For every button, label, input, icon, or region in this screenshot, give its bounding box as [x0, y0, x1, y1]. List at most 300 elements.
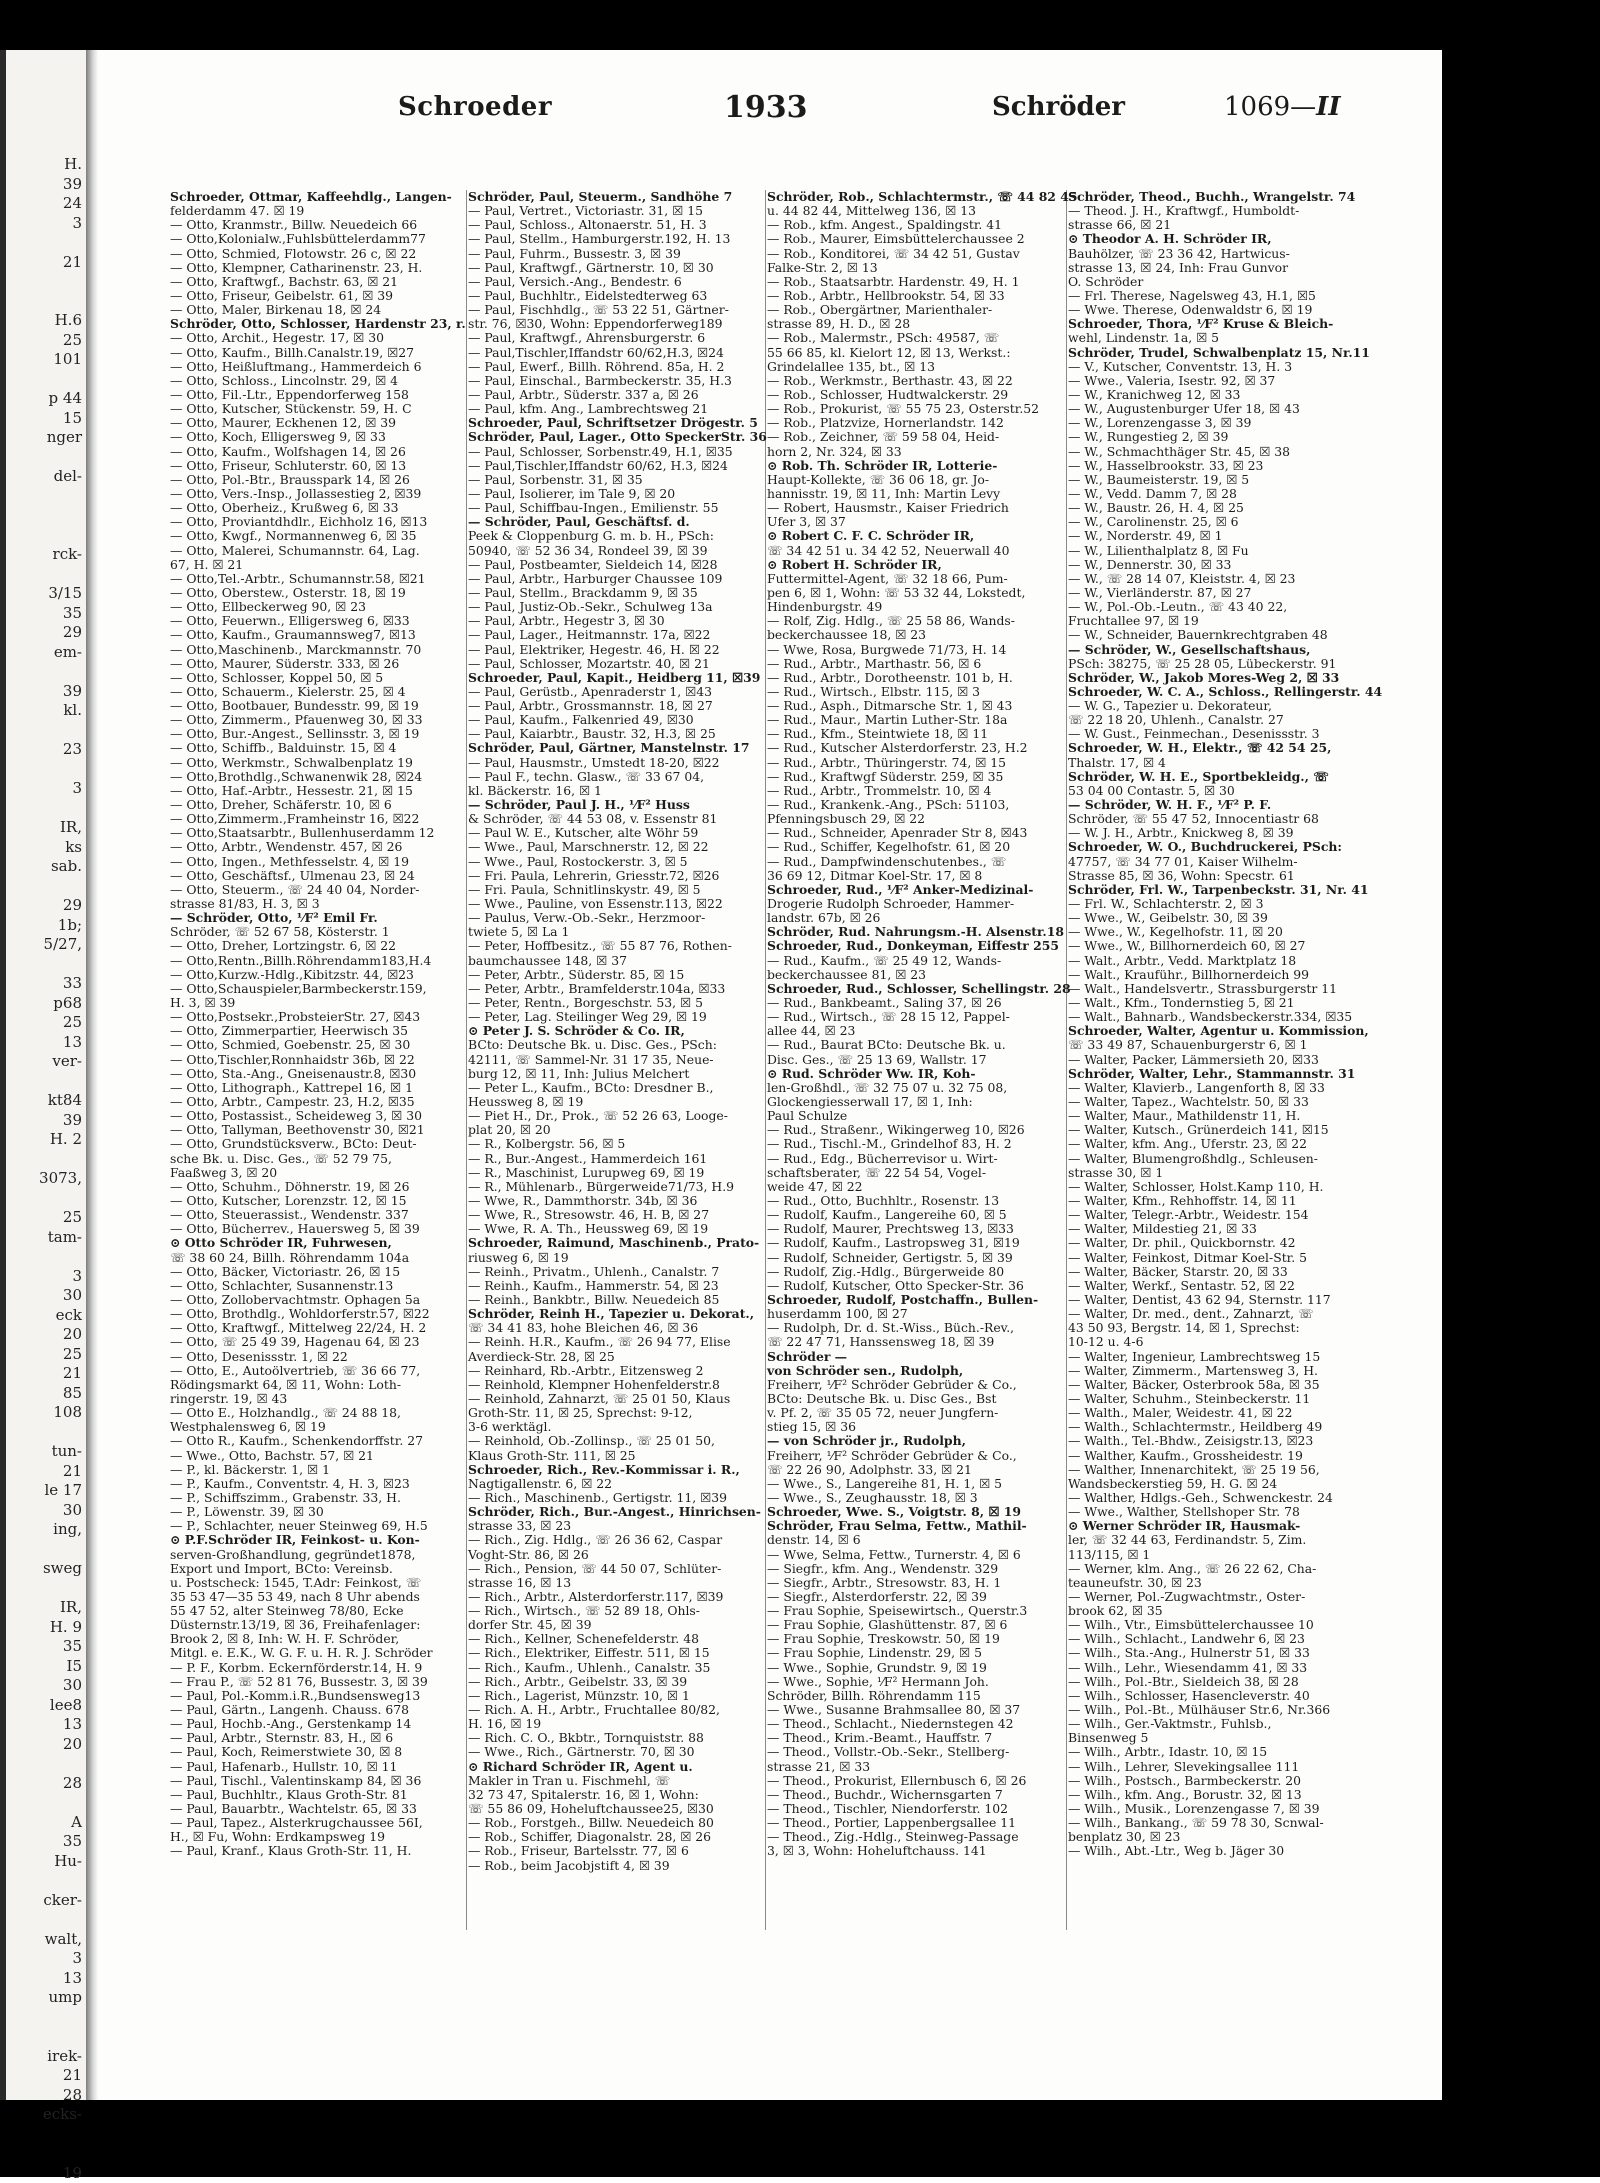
- directory-entry: Schroeder, Walter, Agentur u. Kommission,: [1068, 1024, 1370, 1038]
- scan-border-bottom: [0, 2100, 1442, 2177]
- directory-entry: — Reinhold, Zahnarzt, ☏ 25 01 50, Klaus: [468, 1392, 760, 1406]
- directory-entry: Haupt-Kollekte, ☏ 36 06 18, gr. Jo-: [767, 473, 1061, 487]
- directory-entry: — Otto, Bäcker, Victoriastr. 26, ☒ 15: [170, 1265, 460, 1279]
- directory-entry: 42111, ☏ Sammel-Nr. 31 17 35, Neue-: [468, 1053, 760, 1067]
- directory-entry: Schröder, Rud. Nahrungsm.-H. Alsenstr.18: [767, 925, 1061, 939]
- directory-entry: — Rob., Platzvize, Hornerlandstr. 142: [767, 416, 1061, 430]
- directory-entry: H. 3, ☒ 39: [170, 996, 460, 1010]
- directory-entry: — P. F., Korbm. Eckernförderstr.14, H. 9: [170, 1661, 460, 1675]
- directory-entry: 36 69 12, Ditmar Koel-Str. 17, ☒ 8: [767, 869, 1061, 883]
- directory-entry: — Theod., Tischler, Niendorferstr. 102: [767, 1802, 1061, 1816]
- directory-entry: Schröder, ☏ 52 67 58, Kösterstr. 1: [170, 925, 460, 939]
- directory-entry: — W., Dennerstr. 30, ☒ 33: [1068, 558, 1370, 572]
- directory-entry: — Otto, Kutscher, Stückenstr. 59, H. C: [170, 402, 460, 416]
- directory-entry: — Otto, Klempner, Catharinenstr. 23, H.: [170, 261, 460, 275]
- directory-entry: — P., Schlachter, neuer Steinweg 69, H.5: [170, 1519, 460, 1533]
- directory-entry: landstr. 67b, ☒ 26: [767, 911, 1061, 925]
- directory-entry: 10-12 u. 4-6: [1068, 1335, 1370, 1349]
- previous-page-fragment: H. 9: [6, 1618, 82, 1638]
- previous-page-fragment: 13: [6, 1969, 82, 1989]
- directory-entry: Schröder, Billh. Röhrendamm 115: [767, 1689, 1061, 1703]
- directory-entry: — Rud., Wirtsch., ☏ 28 15 12, Pappel-: [767, 1010, 1061, 1024]
- directory-entry: brook 62, ☒ 35: [1068, 1604, 1370, 1618]
- directory-entry: Disc. Ges., ☏ 25 13 69, Wallstr. 17: [767, 1053, 1061, 1067]
- directory-entry: — Frau P., ☏ 52 81 76, Bussestr. 3, ☒ 39: [170, 1675, 460, 1689]
- directory-entry: ☏ 33 49 87, Schauenburgerstr 6, ☒ 1: [1068, 1038, 1370, 1052]
- directory-entry: — Otto, Steuerm., ☏ 24 40 04, Norder-: [170, 883, 460, 897]
- directory-entry: ⊙ P.F.Schröder IR, Feinkost- u. Kon-: [170, 1533, 460, 1547]
- directory-entry: — Wwe, R. A. Th., Heussweg 69, ☒ 19: [468, 1222, 760, 1236]
- directory-entry: — W., Lilienthalplatz 8, ☒ Fu: [1068, 544, 1370, 558]
- directory-entry: — Fri. Paula, Lehrerin, Griesstr.72, ☒26: [468, 869, 760, 883]
- directory-entry: — Paul, Tapez., Alsterkrugchaussee 56I,: [170, 1816, 460, 1830]
- directory-entry: 43 50 93, Bergstr. 14, ☒ 1, Sprechst:: [1068, 1321, 1370, 1335]
- directory-entry: — Walther, Innenarchitekt, ☏ 25 19 56,: [1068, 1463, 1370, 1477]
- directory-entry: beckerchaussee 18, ☒ 23: [767, 628, 1061, 642]
- directory-entry: — Rud., Edg., Bücherrevisor u. Wirt-: [767, 1152, 1061, 1166]
- directory-entry: — Wwe., Valeria, Isestr. 92, ☒ 37: [1068, 374, 1370, 388]
- directory-entry: — Paul, Arbtr., Harburger Chaussee 109: [468, 572, 760, 586]
- directory-entry: — Walter, Ingenieur, Lambrechtsweg 15: [1068, 1350, 1370, 1364]
- directory-entry: strasse 33, ☒ 23: [468, 1519, 760, 1533]
- directory-entry: ⊙ Otto Schröder IR, Fuhrwesen,: [170, 1236, 460, 1250]
- previous-page-fragment: 5/27,: [6, 935, 82, 955]
- directory-entry: strasse 81/83, H. 3, ☒ 3: [170, 897, 460, 911]
- directory-entry: — von Schröder jr., Rudolph,: [767, 1434, 1061, 1448]
- directory-entry: — Otto, Friseur, Schluterstr. 60, ☒ 13: [170, 459, 460, 473]
- directory-entry: — Otto, Dreher, Schäferstr. 10, ☒ 6: [170, 798, 460, 812]
- directory-entry: dorfer Str. 45, ☒ 39: [468, 1618, 760, 1632]
- directory-entry: — W., Baumeisterstr. 19, ☒ 5: [1068, 473, 1370, 487]
- directory-entry: — Walt., Kfm., Tondernstieg 5, ☒ 21: [1068, 996, 1370, 1010]
- directory-entry: — Paul W. E., Kutscher, alte Wöhr 59: [468, 826, 760, 840]
- directory-entry: — Walter, Kutsch., Grünerdeich 141, ☒15: [1068, 1123, 1370, 1137]
- previous-page-fragment: 3: [6, 214, 82, 234]
- previous-page-fragment: 13: [6, 1033, 82, 1053]
- directory-entry: — Paul, Arbtr., Hegestr 3, ☒ 30: [468, 614, 760, 628]
- directory-entry: schaftsberater, ☏ 22 54 54, Vogel-: [767, 1166, 1061, 1180]
- directory-entry: — P., Schiffszimm., Grabenstr. 33, H.: [170, 1491, 460, 1505]
- directory-entry: Schröder, W., Jakob Mores-Weg 2, ☒ 33: [1068, 671, 1370, 685]
- directory-entry: Schroeder, Rud., Donkeyman, Eiffestr 255: [767, 939, 1061, 953]
- directory-entry: str. 76, ☒30, Wohn: Eppendorferweg189: [468, 317, 760, 331]
- directory-entry: — Paul, Stellm., Hamburgerstr.192, H. 13: [468, 232, 760, 246]
- previous-page-fragment: irek-: [6, 2047, 82, 2067]
- directory-entry: Wandsbeckerstieg 59, H. G. ☒ 24: [1068, 1477, 1370, 1491]
- previous-page-fragment: [6, 2144, 82, 2164]
- directory-entry: — Otto, Archit., Hegestr. 17, ☒ 30: [170, 331, 460, 345]
- directory-entry: — Theod., Schlacht., Niedernstegen 42: [767, 1717, 1061, 1731]
- directory-entry: — Paul, Kaufm., Falkenried 49, ☒30: [468, 713, 760, 727]
- directory-entry: — Otto,Schauspieler,Barmbeckerstr.159,: [170, 982, 460, 996]
- directory-entry: — Paul, Sorbenstr. 31, ☒ 35: [468, 473, 760, 487]
- directory-entry: — Otto, Lithograph., Kattrepel 16, ☒ 1: [170, 1081, 460, 1095]
- directory-entry: — Walt., Krauführ., Billhornerdeich 99: [1068, 968, 1370, 982]
- directory-entry: Westphalensweg 6, ☒ 19: [170, 1420, 460, 1434]
- directory-entry: PSch: 38275, ☏ 25 28 05, Lübeckerstr. 91: [1068, 657, 1370, 671]
- previous-page-fragment: 39: [6, 682, 82, 702]
- directory-entry: — Rud., Schneider, Apenrader Str 8, ☒43: [767, 826, 1061, 840]
- directory-entry: — Theod. J. H., Kraftwgf., Humboldt-: [1068, 204, 1370, 218]
- previous-page-fragment: 21: [6, 1364, 82, 1384]
- previous-page-fragment: 108: [6, 1403, 82, 1423]
- directory-entry: Schröder, Paul, Steuerm., Sandhöhe 7: [468, 190, 760, 204]
- directory-entry: ⊙ Werner Schröder IR, Hausmak-: [1068, 1519, 1370, 1533]
- previous-page-fragment: IR,: [6, 818, 82, 838]
- scan-border-top: [0, 0, 1600, 50]
- directory-entry: — Paul, Versich.-Ang., Bendestr. 6: [468, 275, 760, 289]
- directory-entry: — Paul, Gärtn., Langenh. Chauss. 678: [170, 1703, 460, 1717]
- directory-entry: — Otto, Friseur, Geibelstr. 61, ☒ 39: [170, 289, 460, 303]
- directory-entry: — Wilh., Ger.-Vaktmstr., Fuhlsb.,: [1068, 1717, 1370, 1731]
- directory-entry: — Otto E., Holzhandlg., ☏ 24 88 18,: [170, 1406, 460, 1420]
- directory-entry: ⊙ Peter J. S. Schröder & Co. IR,: [468, 1024, 760, 1038]
- directory-entry: — Walter, Schuhm., Steinbeckerstr. 11: [1068, 1392, 1370, 1406]
- directory-entry: — W., Carolinenstr. 25, ☒ 6: [1068, 515, 1370, 529]
- directory-entry: ☏ 34 42 51 u. 34 42 52, Neuerwall 40: [767, 544, 1061, 558]
- directory-entry: — Otto, Kaufm., Wolfshagen 14, ☒ 26: [170, 445, 460, 459]
- directory-entry: — Otto, Schmied, Goebenstr. 25, ☒ 30: [170, 1038, 460, 1052]
- directory-entry: huserdamm 100, ☒ 27: [767, 1307, 1061, 1321]
- directory-entry: Schroeder, Paul, Schriftsetzer Drögestr. 5: [468, 416, 760, 430]
- previous-page-fragment: 3073,: [6, 1169, 82, 1189]
- directory-entry: — Rob., Schlosser, Hudtwalckerstr. 29: [767, 388, 1061, 402]
- directory-entry: — Theod., Zig.-Hdlg., Steinweg-Passage: [767, 1830, 1061, 1844]
- directory-columns: [170, 190, 1400, 1940]
- previous-page-fragment: [6, 1072, 82, 1092]
- directory-entry: — Paul, Elektriker, Hegestr. 46, H. ☒ 22: [468, 643, 760, 657]
- directory-entry: Fruchtallee 97, ☒ 19: [1068, 614, 1370, 628]
- directory-entry: Averdieck-Str. 28, ☒ 25: [468, 1350, 760, 1364]
- previous-page-fragment: 1b;: [6, 916, 82, 936]
- directory-entry: — P., Löwenstr. 39, ☒ 30: [170, 1505, 460, 1519]
- previous-page-fragment: [6, 2125, 82, 2145]
- previous-page-fragment: [6, 292, 82, 312]
- directory-entry: baumchaussee 148, ☒ 37: [468, 954, 760, 968]
- previous-page-fragment: 25: [6, 1208, 82, 1228]
- directory-entry: — Walther, Hdlgs.-Geh., Schwenckestr. 24: [1068, 1491, 1370, 1505]
- directory-entry: — Werner, klm. Ang., ☏ 26 22 62, Cha-: [1068, 1562, 1370, 1576]
- directory-entry: pen 6, ☒ 1, Wohn: ☏ 53 32 44, Lokstedt,: [767, 586, 1061, 600]
- directory-entry: — Rud., Kaufm., ☏ 25 49 12, Wands-: [767, 954, 1061, 968]
- column-3: [767, 190, 1061, 1940]
- directory-entry: — Rud., Tischl.-M., Grindelhof 83, H. 2: [767, 1137, 1061, 1151]
- directory-entry: Falke-Str. 2, ☒ 13: [767, 261, 1061, 275]
- directory-entry: — Walth., Tel.-Bhdw., Zeisigstr.13, ☒23: [1068, 1434, 1370, 1448]
- previous-page-fragment: 20: [6, 1735, 82, 1755]
- directory-entry: — Otto, Zimmerpartier, Heerwisch 35: [170, 1024, 460, 1038]
- directory-entry: beckerchaussee 81, ☒ 23: [767, 968, 1061, 982]
- previous-page-fragment: [6, 2027, 82, 2047]
- directory-entry: — Otto, Schmied, Flotowstr. 26 c, ☒ 22: [170, 247, 460, 261]
- directory-entry: — Otto, Schuhm., Döhnerstr. 19, ☒ 26: [170, 1180, 460, 1194]
- directory-entry: — Otto, Arbtr., Campestr. 23, H.2, ☒35: [170, 1095, 460, 1109]
- directory-entry: — Otto, Arbtr., Wendenstr. 457, ☒ 26: [170, 840, 460, 854]
- directory-entry: strasse 89, H. D., ☒ 28: [767, 317, 1061, 331]
- directory-entry: v. Pf. 2, ☏ 35 05 72, neuer Jungfern-: [767, 1406, 1061, 1420]
- directory-entry: wehl, Lindenstr. 1a, ☒ 5: [1068, 331, 1370, 345]
- directory-entry: Schröder, Trudel, Schwalbenplatz 15, Nr.11: [1068, 346, 1370, 360]
- directory-entry: ⊙ Theodor A. H. Schröder IR,: [1068, 232, 1370, 246]
- directory-entry: — Wilh., kfm. Ang., Borustr. 32, ☒ 13: [1068, 1788, 1370, 1802]
- directory-entry: — W., Schneider, Bauernkrechtgraben 48: [1068, 628, 1370, 642]
- directory-entry: Schröder, ☏ 55 47 52, Innocentiastr 68: [1068, 812, 1370, 826]
- directory-entry: — Rich., Wirtsch., ☏ 52 89 18, Ohls-: [468, 1604, 760, 1618]
- directory-entry: — Rob., Maurer, Eimsbüttelerchaussee 2: [767, 232, 1061, 246]
- page-number-value: 1069—: [1224, 92, 1316, 122]
- directory-entry: Schroeder, Thora, ⅟F² Kruse & Bleich-: [1068, 317, 1370, 331]
- directory-entry: — Wwe., Sophie, ⅟F² Hermann Joh.: [767, 1675, 1061, 1689]
- directory-entry: — Peter, Arbtr., Süderstr. 85, ☒ 15: [468, 968, 760, 982]
- previous-page-fragment: del-: [6, 467, 82, 487]
- directory-entry: ☏ 55 86 09, Hoheluftchaussee25, ☒30: [468, 1802, 760, 1816]
- directory-entry: Voght-Str. 86, ☒ 26: [468, 1548, 760, 1562]
- directory-entry: — Paul, Buchhltr., Klaus Groth-Str. 81: [170, 1788, 460, 1802]
- directory-entry: ⊙ Robert H. Schröder IR,: [767, 558, 1061, 572]
- previous-page-fragment: 30: [6, 1286, 82, 1306]
- directory-entry: — Walter, Telegr.-Arbtr., Weidestr. 154: [1068, 1208, 1370, 1222]
- directory-entry: — Rob., Friseur, Bartelsstr. 77, ☒ 6: [468, 1844, 760, 1858]
- directory-entry: — Walter, kfm. Ang., Uferstr. 23, ☒ 22: [1068, 1137, 1370, 1151]
- directory-entry: — Paul, Pol.-Komm.i.R.,Bundsensweg13: [170, 1689, 460, 1703]
- directory-entry: — W. Gust., Feinmechan., Desenissstr. 3: [1068, 727, 1370, 741]
- directory-entry: Schroeder, W. O., Buchdruckerei, PSch:: [1068, 840, 1370, 854]
- directory-entry: — Rob., Obergärtner, Marienthaler-: [767, 303, 1061, 317]
- previous-page-fragment: kt84: [6, 1091, 82, 1111]
- directory-entry: — Rud., Dampfwindenschutenbes., ☏: [767, 855, 1061, 869]
- directory-entry: — Schröder, Otto, ⅟F² Emil Fr.: [170, 911, 460, 925]
- previous-page-fragment: [6, 662, 82, 682]
- directory-entry: — Frau Sophie, Speisewirtsch., Querstr.3: [767, 1604, 1061, 1618]
- directory-entry: Klaus Groth-Str. 111, ☒ 25: [468, 1449, 760, 1463]
- directory-entry: — Rud., Arbtr., Thüringerstr. 74, ☒ 15: [767, 756, 1061, 770]
- directory-entry: — Peter, Arbtr., Bramfelderstr.104a, ☒33: [468, 982, 760, 996]
- directory-entry: — Walter, Packer, Lämmersieth 20, ☒33: [1068, 1053, 1370, 1067]
- previous-page-fragment: rck-: [6, 545, 82, 565]
- previous-page-fragment: [6, 526, 82, 546]
- page-fold: [86, 50, 98, 2100]
- directory-entry: & Schröder, ☏ 44 53 08, v. Essenstr 81: [468, 812, 760, 826]
- directory-entry: — Paul, Tischl., Valentinskamp 84, ☒ 36: [170, 1774, 460, 1788]
- previous-page-fragment: 21: [6, 1462, 82, 1482]
- directory-entry: ☏ 22 26 90, Adolphstr. 33, ☒ 21: [767, 1463, 1061, 1477]
- directory-entry: — Otto, Schlosser, Koppel 50, ☒ 5: [170, 671, 460, 685]
- directory-entry: hannisstr. 19, ☒ 11, Inh: Martin Levy: [767, 487, 1061, 501]
- directory-entry: — Rich., Elektriker, Eiffestr. 511, ☒ 15: [468, 1646, 760, 1660]
- directory-entry: 35 53 47—35 53 49, nach 8 Uhr abends: [170, 1590, 460, 1604]
- directory-entry: — W. J. H., Arbtr., Knickweg 8, ☒ 39: [1068, 826, 1370, 840]
- directory-entry: — Reinhold, Klempner Hohenfelderstr.8: [468, 1378, 760, 1392]
- previous-page-fragment: H.: [6, 155, 82, 175]
- previous-page-fragment: 25: [6, 1013, 82, 1033]
- previous-page-fragment: [6, 1540, 82, 1560]
- directory-entry: — Wilh., Abt.-Ltr., Weg b. Jäger 30: [1068, 1844, 1370, 1858]
- directory-entry: — Rud., Kutscher Alsterdorferstr. 23, H.2: [767, 741, 1061, 755]
- directory-entry: Schröder, Rob., Schlachtermstr., ☏ 44 82 45: [767, 190, 1061, 204]
- directory-entry: — Wilh., Arbtr., Idastr. 10, ☒ 15: [1068, 1745, 1370, 1759]
- directory-entry: Mitgl. e. E.K., W. G. F. u. H. R. J. Schröder: [170, 1646, 460, 1660]
- directory-entry: — Walth., Maler, Weidestr. 41, ☒ 22: [1068, 1406, 1370, 1420]
- directory-entry: — Rolf, Zig. Hdlg., ☏ 25 58 86, Wands-: [767, 614, 1061, 628]
- previous-page-fragment: eck: [6, 1306, 82, 1326]
- directory-entry: — Rud., Asph., Ditmarsche Str. 1, ☒ 43: [767, 699, 1061, 713]
- directory-entry: — Walter, Kfm., Rehhoffstr. 14, ☒ 11: [1068, 1194, 1370, 1208]
- directory-entry: 32 73 47, Spitalerstr. 16, ☒ 1, Wohn:: [468, 1788, 760, 1802]
- previous-page-fragment: 39: [6, 1111, 82, 1131]
- directory-entry: — R., Bur.-Angest., Hammerdeich 161: [468, 1152, 760, 1166]
- directory-entry: — Otto, Grundstücksverw., BCto: Deut-: [170, 1137, 460, 1151]
- directory-entry: — Otto, Haf.-Arbtr., Hessestr. 21, ☒ 15: [170, 784, 460, 798]
- directory-entry: 55 47 52, alter Steinweg 78/80, Ecke: [170, 1604, 460, 1618]
- directory-entry: — Rudolf, Kutscher, Otto Specker-Str. 36: [767, 1279, 1061, 1293]
- directory-entry: riusweg 6, ☒ 19: [468, 1251, 760, 1265]
- directory-entry: ⊙ Rud. Schröder Ww. IR, Koh-: [767, 1067, 1061, 1081]
- directory-entry: — Otto, Maler, Birkenau 18, ☒ 24: [170, 303, 460, 317]
- directory-entry: — Rudolph, Dr. d. St.-Wiss., Büch.-Rev.,: [767, 1321, 1061, 1335]
- directory-entry: — Walter, Dr. phil., Quickbornstr. 42: [1068, 1236, 1370, 1250]
- previous-page-fragment: [6, 955, 82, 975]
- directory-entry: — Reinh., Privatm., Uhlenh., Canalstr. 7: [468, 1265, 760, 1279]
- previous-page-fragment: 21: [6, 253, 82, 273]
- directory-entry: — Wwe., Pauline, von Essenstr.113, ☒22: [468, 897, 760, 911]
- directory-entry: — Siegfr., kfm. Ang., Wendenstr. 329: [767, 1562, 1061, 1576]
- previous-page-fragment: [6, 1189, 82, 1209]
- directory-entry: — V., Kutscher, Conventstr. 13, H. 3: [1068, 360, 1370, 374]
- directory-entry: — Rud., Maur., Martin Luther-Str. 18a: [767, 713, 1061, 727]
- directory-entry: — Walter, Schlosser, Holst.Kamp 110, H.: [1068, 1180, 1370, 1194]
- directory-entry: weide 47, ☒ 22: [767, 1180, 1061, 1194]
- directory-entry: — Rob., kfm. Angest., Spaldingstr. 41: [767, 218, 1061, 232]
- directory-entry: — Paul, Arbtr., Süderstr. 337 a, ☒ 26: [468, 388, 760, 402]
- directory-entry: — Otto, E., Autoölvertrieb, ☏ 36 66 77,: [170, 1364, 460, 1378]
- directory-entry: — Schröder, W. H. F., ⅟F² P. F.: [1068, 798, 1370, 812]
- directory-entry: ⊙ Robert C. F. C. Schröder IR,: [767, 529, 1061, 543]
- directory-entry: — Wwe., W., Geibelstr. 30, ☒ 39: [1068, 911, 1370, 925]
- previous-page-fragment: [6, 877, 82, 897]
- directory-entry: — Wilh., Musik., Lorenzengasse 7, ☒ 39: [1068, 1802, 1370, 1816]
- directory-entry: — Schröder, W., Gesellschaftshaus,: [1068, 643, 1370, 657]
- directory-entry: — Paul, Schlosser, Sorbenstr.49, H.1, ☒35: [468, 445, 760, 459]
- directory-entry: — Wwe., Paul, Rostockerstr. 3, ☒ 5: [468, 855, 760, 869]
- directory-entry: Schroeder, W. C. A., Schloss., Rellingerstr. 44: [1068, 685, 1370, 699]
- directory-entry: — Otto, Dreher, Lortzingstr. 6, ☒ 22: [170, 939, 460, 953]
- directory-entry: — Frau Sophie, Glashüttenstr. 87, ☒ 6: [767, 1618, 1061, 1632]
- directory-entry: — Otto, Schlachter, Susannenstr.13: [170, 1279, 460, 1293]
- directory-entry: — Peter, Rentn., Borgeschstr. 53, ☒ 5: [468, 996, 760, 1010]
- directory-entry: — W., Hasselbrookstr. 33, ☒ 23: [1068, 459, 1370, 473]
- previous-page-fragment: Hu-: [6, 1852, 82, 1872]
- directory-entry: u. Postscheck: 1545, T.Adr: Feinkost, ☏: [170, 1576, 460, 1590]
- directory-entry: — Paul,Tischler,Iffandstr 60/62,H.3, ☒24: [468, 346, 760, 360]
- directory-entry: — Walter, Blumengroßhdlg., Schleusen-: [1068, 1152, 1370, 1166]
- directory-entry: — Walter, Bäcker, Osterbrook 58a, ☒ 35: [1068, 1378, 1370, 1392]
- previous-page-text: [6, 155, 86, 2183]
- directory-entry: — Otto,Staatsarbtr., Bullenhuserdamm 12: [170, 826, 460, 840]
- directory-entry: — Paul, Gerüstb., Apenraderstr 1, ☒43: [468, 685, 760, 699]
- directory-entry: Schröder, Reinh H., Tapezier u. Dekorat.,: [468, 1307, 760, 1321]
- directory-entry: BCto: Deutsche Bk. u. Disc. Ges., PSch:: [468, 1038, 760, 1052]
- directory-entry: — Siegfr., Alsterdorferstr. 22, ☒ 39: [767, 1590, 1061, 1604]
- directory-entry: ringerstr. 19, ☒ 43: [170, 1392, 460, 1406]
- directory-entry: — Rich., Maschinenb., Gertigstr. 11, ☒39: [468, 1491, 760, 1505]
- directory-entry: — Theod., Krim.-Beamt., Hauffstr. 7: [767, 1731, 1061, 1745]
- previous-page-fragment: le 17: [6, 1481, 82, 1501]
- directory-entry: — Otto, Koch, Elligersweg 9, ☒ 33: [170, 430, 460, 444]
- directory-entry: — Paulus, Verw.-Ob.-Sekr., Herzmoor-: [468, 911, 760, 925]
- directory-entry: — Paul, Kraftwgf., Gärtnerstr. 10, ☒ 30: [468, 261, 760, 275]
- previous-page-fragment: IR,: [6, 1598, 82, 1618]
- directory-entry: — Wilh., Postsch., Barmbeckerstr. 20: [1068, 1774, 1370, 1788]
- directory-entry: — Wwe., Paul, Marschnerstr. 12, ☒ 22: [468, 840, 760, 854]
- directory-entry: — Otto, Proviantdhdlr., Eichholz 16, ☒13: [170, 515, 460, 529]
- directory-entry: — Rich. A. H., Arbtr., Fruchtallee 80/82,: [468, 1703, 760, 1717]
- previous-page-fragment: tun-: [6, 1442, 82, 1462]
- directory-entry: len-Großhdl., ☏ 32 75 07 u. 32 75 08,: [767, 1081, 1061, 1095]
- directory-entry: — W., Rungestieg 2, ☒ 39: [1068, 430, 1370, 444]
- directory-entry: Pfenningsbusch 29, ☒ 22: [767, 812, 1061, 826]
- previous-page-fragment: kl.: [6, 701, 82, 721]
- previous-page-fragment: 35: [6, 1832, 82, 1852]
- directory-entry: Binsenweg 5: [1068, 1731, 1370, 1745]
- previous-page-fragment: 3: [6, 1949, 82, 1969]
- directory-entry: Thalstr. 17, ☒ 4: [1068, 756, 1370, 770]
- previous-page-fragment: [6, 448, 82, 468]
- directory-entry: — Rud., Baurat BCto: Deutsche Bk. u.: [767, 1038, 1061, 1052]
- directory-entry: — Wilh., Vtr., Eimsbüttelerchaussee 10: [1068, 1618, 1370, 1632]
- directory-entry: ☏ 22 47 71, Hanssensweg 18, ☒ 39: [767, 1335, 1061, 1349]
- directory-entry: — Schröder, Paul, Geschäftsf. d.: [468, 515, 760, 529]
- directory-entry: — Robert, Hausmstr., Kaiser Friedrich: [767, 501, 1061, 515]
- column-2: [468, 190, 760, 1940]
- directory-entry: — Reinh., Bankbtr., Billw. Neuedeich 85: [468, 1293, 760, 1307]
- previous-page-fragment: p 44: [6, 389, 82, 409]
- directory-entry: — Rudolf, Maurer, Prechtsweg 13, ☒33: [767, 1222, 1061, 1236]
- directory-entry: — Walther, Kaufm., Grossheidestr. 19: [1068, 1449, 1370, 1463]
- directory-entry: — Walter, Zimmerm., Martensweg 3, H.: [1068, 1364, 1370, 1378]
- header-year: 1933: [724, 90, 808, 125]
- directory-entry: 47757, ☏ 34 77 01, Kaiser Wilhelm-: [1068, 855, 1370, 869]
- directory-entry: Drogerie Rudolph Schroeder, Hammer-: [767, 897, 1061, 911]
- directory-entry: burg 12, ☒ 11, Inh: Julius Melchert: [468, 1067, 760, 1081]
- directory-entry: — Walt., Arbtr., Vedd. Marktplatz 18: [1068, 954, 1370, 968]
- directory-entry: — Wilh., Lehr., Wiesendamm 41, ☒ 33: [1068, 1661, 1370, 1675]
- previous-page-fragment: 3: [6, 1267, 82, 1287]
- directory-entry: — Otto, ☏ 25 49 39, Hagenau 64, ☒ 23: [170, 1335, 460, 1349]
- previous-page-fragment: H.6: [6, 311, 82, 331]
- directory-entry: Düsternstr.13/19, ☒ 36, Freihafenlager:: [170, 1618, 460, 1632]
- directory-entry: — Walter, Tapez., Wachtelstr. 50, ☒ 33: [1068, 1095, 1370, 1109]
- directory-entry: Ufer 3, ☒ 37: [767, 515, 1061, 529]
- directory-entry: — W., Lorenzengasse 3, ☒ 39: [1068, 416, 1370, 430]
- directory-entry: ler, ☏ 32 44 63, Ferdinandstr. 5, Zim.: [1068, 1533, 1370, 1547]
- directory-entry: allee 44, ☒ 23: [767, 1024, 1061, 1038]
- directory-entry: — Paul, Justiz-Ob.-Sekr., Schulweg 13a: [468, 600, 760, 614]
- directory-entry: — Paul, Hafenarb., Hullstr. 10, ☒ 11: [170, 1760, 460, 1774]
- directory-entry: — Paul, Hausmstr., Umstedt 18-20, ☒22: [468, 756, 760, 770]
- directory-entry: stieg 15, ☒ 36: [767, 1420, 1061, 1434]
- directory-entry: — Paul, Schlosser, Mozartstr. 40, ☒ 21: [468, 657, 760, 671]
- previous-page-edge: [6, 50, 86, 2100]
- directory-entry: — Otto, Heißluftmang., Hammerdeich 6: [170, 360, 460, 374]
- directory-entry: Schröder, Otto, Schlosser, Hardenstr 23, r.: [170, 317, 460, 331]
- directory-entry: — Otto,Tel.-Arbtr., Schumannstr.58, ☒21: [170, 572, 460, 586]
- directory-entry: — Rud., Straßenr., Wikingerweg 10, ☒26: [767, 1123, 1061, 1137]
- directory-entry: Rödingsmarkt 64, ☒ 11, Wohn: Loth-: [170, 1378, 460, 1392]
- previous-page-fragment: 25: [6, 331, 82, 351]
- directory-entry: strasse 30, ☒ 1: [1068, 1166, 1370, 1180]
- directory-entry: — Otto, Ellbeckerweg 90, ☒ 23: [170, 600, 460, 614]
- previous-page-fragment: [6, 1871, 82, 1891]
